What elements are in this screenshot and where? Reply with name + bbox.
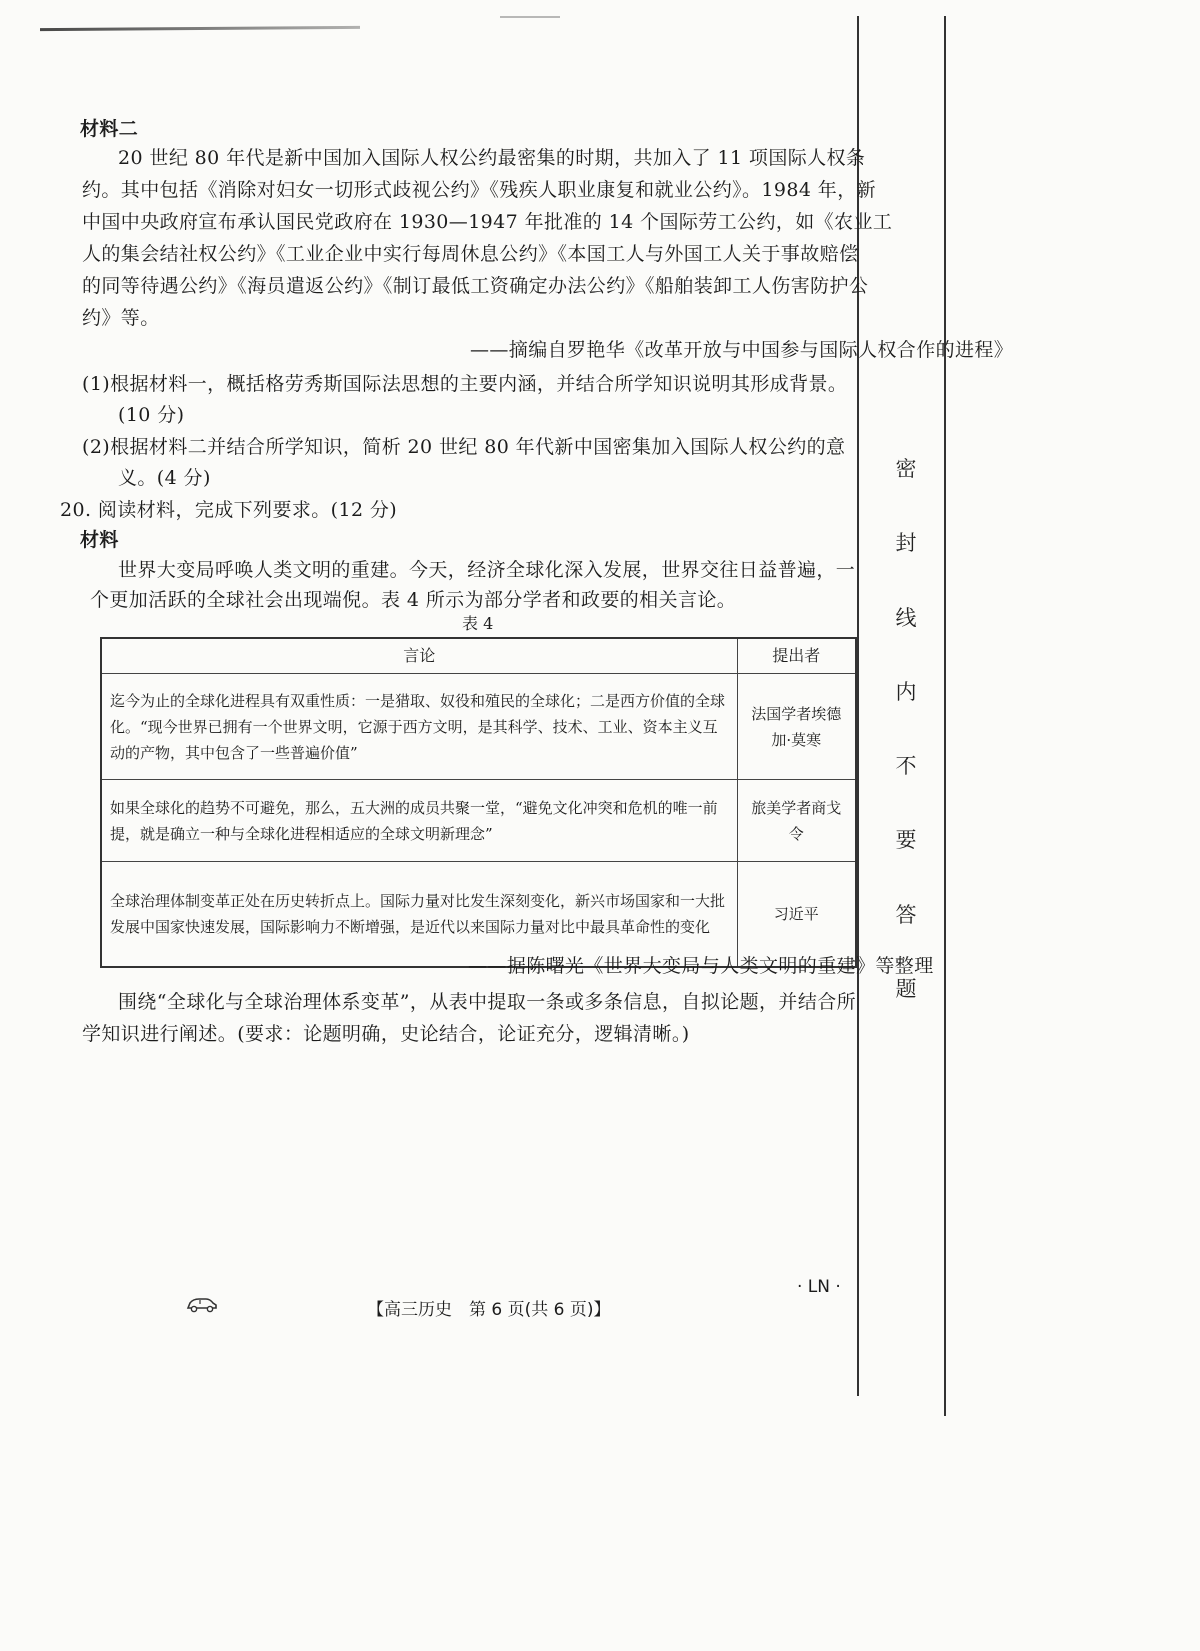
statement-cell: 迄今为止的全球化进程具有双重性质：一是猎取、奴役和殖民的全球化；二是西方价值的全球化。“现今世界已拥有一个世界文明，它源于西方文明，是其科学、技术、工业、资本主义互动的产物，其中包含了一些普遍价值” [101,674,737,780]
material2-line: 的同等待遇公约》《海员遣返公约》《制订最低工资确定办法公约》《船舶装卸工人伤害防护公 [82,275,869,297]
material2-line: 约。其中包括《消除对妇女一切形式歧视公约》《残疾人职业康复和就业公约》。1984 年，新 [82,179,876,201]
material2-line: 约》等。 [82,307,160,329]
speaker-cell: 旅美学者商戈令 [737,780,856,862]
scan-mark [500,16,560,18]
q19-part2: (2)根据材料二并结合所学知识，简析 20 世纪 80 年代新中国密集加入国际人权公约的意 [82,436,846,458]
table-4 [100,637,857,968]
q20-task-line: 学知识进行阐述。(要求：论题明确，史论结合，论证充分，逻辑清晰。) [82,1023,690,1045]
material2-line: 20 世纪 80 年代是新中国加入国际人权公约最密集的时期，共加入了 11 项国际人权条 [118,147,866,169]
scan-mark [40,26,360,31]
q20-heading: 20. 阅读材料，完成下列要求。(12 分) [60,499,398,521]
material2-line: 中国中央政府宣布承认国民党政府在 1930—1947 年批准的 14 个国际劳工公约，如《农业工 [82,211,893,233]
seal-char: 题 [895,976,917,1001]
table-row [101,780,856,862]
q20-task-line: 围绕“全球化与全球治理体系变革”，从表中提取一条或多条信息，自拟论题，并结合所 [118,991,857,1013]
page-footer: 【高三历史 第 6 页(共 6 页)】 [367,1300,611,1320]
table-row [101,862,856,967]
seal-char: 不 [895,754,917,779]
binding-line-right [944,16,946,1416]
speaker-cell: 习近平 [737,862,856,967]
seal-char: 要 [895,828,917,853]
seal-char: 线 [895,605,917,630]
material2-label: 材料二 [80,118,139,140]
material2-line: 人的集会结社权公约》《工业企业中实行每周休息公约》《本国工人与外国工人关于事故赔偿 [82,243,859,265]
q20-intro-line: 世界大变局呼唤人类文明的重建。今天，经济全球化深入发展，世界交往日益普遍，一 [118,559,856,581]
car-icon [185,1295,219,1313]
header-statement: 言论 [101,638,737,674]
material2-source: ——摘编自罗艳华《改革开放与中国参与国际人权合作的进程》 [470,339,1014,361]
table-row [101,674,856,780]
q19-part2-end: 义。(4 分) [118,467,211,489]
seal-line-notice [888,453,924,1003]
statement-cell: 全球治理体制变革正处在历史转折点上。国际力量对比发生深刻变化，新兴市场国家和一大批发展中国家快速发展，国际影响力不断增强，是近代以来国际力量对比中最具革命性的变化 [101,862,737,967]
table-caption: 表 4 [462,614,494,633]
q19-part1: (1)根据材料一，概括格劳秀斯国际法思想的主要内涵，并结合所学知识说明其形成背景。 [82,373,848,395]
speaker-cell: 法国学者埃德加·莫寒 [737,674,856,780]
q20-material-label: 材料 [80,529,119,551]
seal-char: 答 [895,902,917,927]
seal-char: 封 [895,531,917,556]
exam-code: · LN · [797,1277,841,1297]
table-header-row [101,638,856,674]
table-source: ——据陈曙光《世界大变局与人类文明的重建》等整理 [468,955,934,977]
statement-cell: 如果全球化的趋势不可避免，那么，五大洲的成员共聚一堂，“避免文化冲突和危机的唯一前提，就是确立一种与全球化进程相适应的全球文明新理念” [101,780,737,862]
seal-char: 密 [895,457,917,481]
header-speaker: 提出者 [737,638,856,674]
q19-part1-score: (10 分) [118,404,185,426]
seal-char: 内 [895,679,917,704]
q20-intro-line: 个更加活跃的全球社会出现端倪。表 4 所示为部分学者和政要的相关言论。 [90,589,737,611]
